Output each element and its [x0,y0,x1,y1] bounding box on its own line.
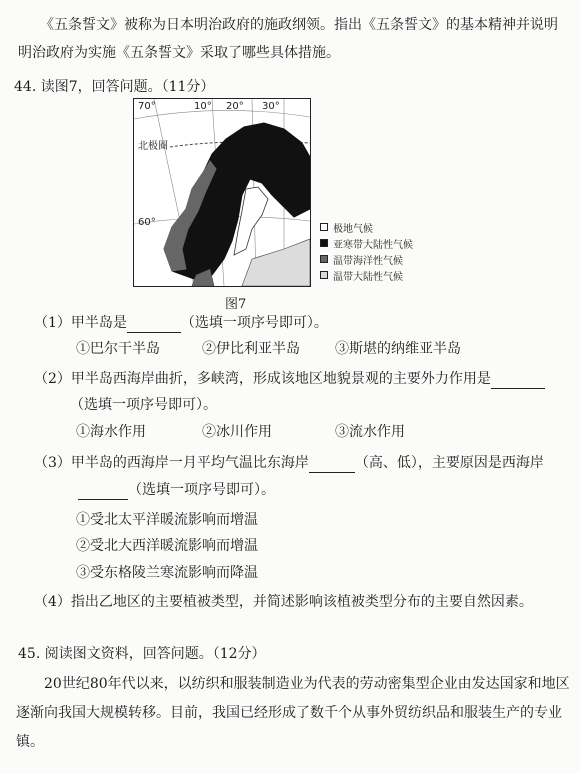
legend-swatch [320,255,328,263]
q44-sub1 [34,314,328,333]
legend-swatch [320,271,328,279]
q45-paragraph-line-3: 镇。 [16,734,44,750]
legend-item [320,251,413,267]
lon-label-20: 20° [226,101,244,112]
lon-label-30: 30° [262,101,280,112]
legend-label: 极地气候 [333,223,373,235]
lat-label-60: 60° [138,217,156,228]
q44-heading: 44. 读图7，回答问题。（11分） [14,79,215,95]
q44-sub2-option-3: ③流水作用 [335,424,405,440]
q44-sub2 [34,370,545,389]
q44-sub2-line2: （选填一项序号即可）。 [70,397,217,413]
intro-line-2: 明治政府为实施《五条誓文》采取了哪些具体措施。 [18,45,340,61]
sub2-answer-blank[interactable] [491,370,545,389]
legend-swatch [320,223,328,231]
lon-label-10: 10° [194,101,212,112]
q44-sub2-option-2: ②冰川作用 [202,424,272,440]
q44-sub3-line2 [78,481,275,500]
legend-item [320,267,413,283]
q44-sub2-option-1: ①海水作用 [76,424,146,440]
legend-label: 温带大陆性气候 [333,271,403,283]
q44-sub1-option-2: ②伊比利亚半岛 [202,341,300,357]
sub1-answer-blank[interactable] [127,314,181,333]
sub3-text: （3）甲半岛的西海岸一月平均气温比东海岸 [34,455,309,471]
q44-sub3-option-1: ①受北太平洋暖流影响而增温 [76,512,258,528]
sub3-mid: （高、低），主要原因是西海岸 [354,455,544,471]
map-legend [320,219,413,283]
sub3-answer-blank-1[interactable] [309,454,355,473]
figure-caption: 图7 [225,297,247,312]
sub3-answer-blank-2[interactable] [78,481,128,500]
q44-sub4: （4）指出乙地区的主要植被类型，并简述影响该植被类型分布的主要自然因素。 [34,594,533,610]
lat-label-70: 70° [138,101,156,112]
q45-heading: 45. 阅读图文资料，回答问题。（12分） [18,646,266,662]
legend-item [320,219,413,235]
q44-sub3 [34,454,544,473]
intro-line-1: 《五条誓文》被称为日本明治政府的施政纲领。指出《五条誓文》的基本精神并说明 [40,17,558,33]
legend-item [320,235,413,251]
legend-label: 温带海洋性气候 [333,255,403,267]
q44-sub1-option-3: ③斯堪的纳维亚半岛 [335,341,461,357]
q44-sub1-option-1: ①巴尔干半岛 [76,341,160,357]
arctic-circle-label: 北极圈 [138,141,168,152]
sub1-text: （1）甲半岛是 [34,315,127,331]
legend-label: 亚寒带大陆性气候 [333,239,413,251]
figure-7-map [133,98,311,287]
q45-paragraph-line-2: 逐渐向我国大规模转移。目前，我国已经形成了数千个从事外贸纺织品和服装生产的专业 [16,705,562,721]
sub3-line2: （选填一项序号即可）。 [128,482,275,498]
q44-sub3-option-2: ②受北大西洋暖流影响而增温 [76,538,258,554]
sub1-tail: （选填一项序号即可）。 [180,315,328,331]
scandinavia-map-graphic [134,99,310,286]
sub2-text: （2）甲半岛西海岸曲折，多峡湾，形成该地区地貌景观的主要外力作用是 [34,371,491,387]
legend-swatch [320,239,328,247]
q45-paragraph-line-1: 20世纪80年代以来，以纺织和服装制造业为代表的劳动密集型企业由发达国家和地区 [44,676,570,692]
q44-sub3-option-3: ③受东格陵兰寒流影响而降温 [76,565,258,581]
